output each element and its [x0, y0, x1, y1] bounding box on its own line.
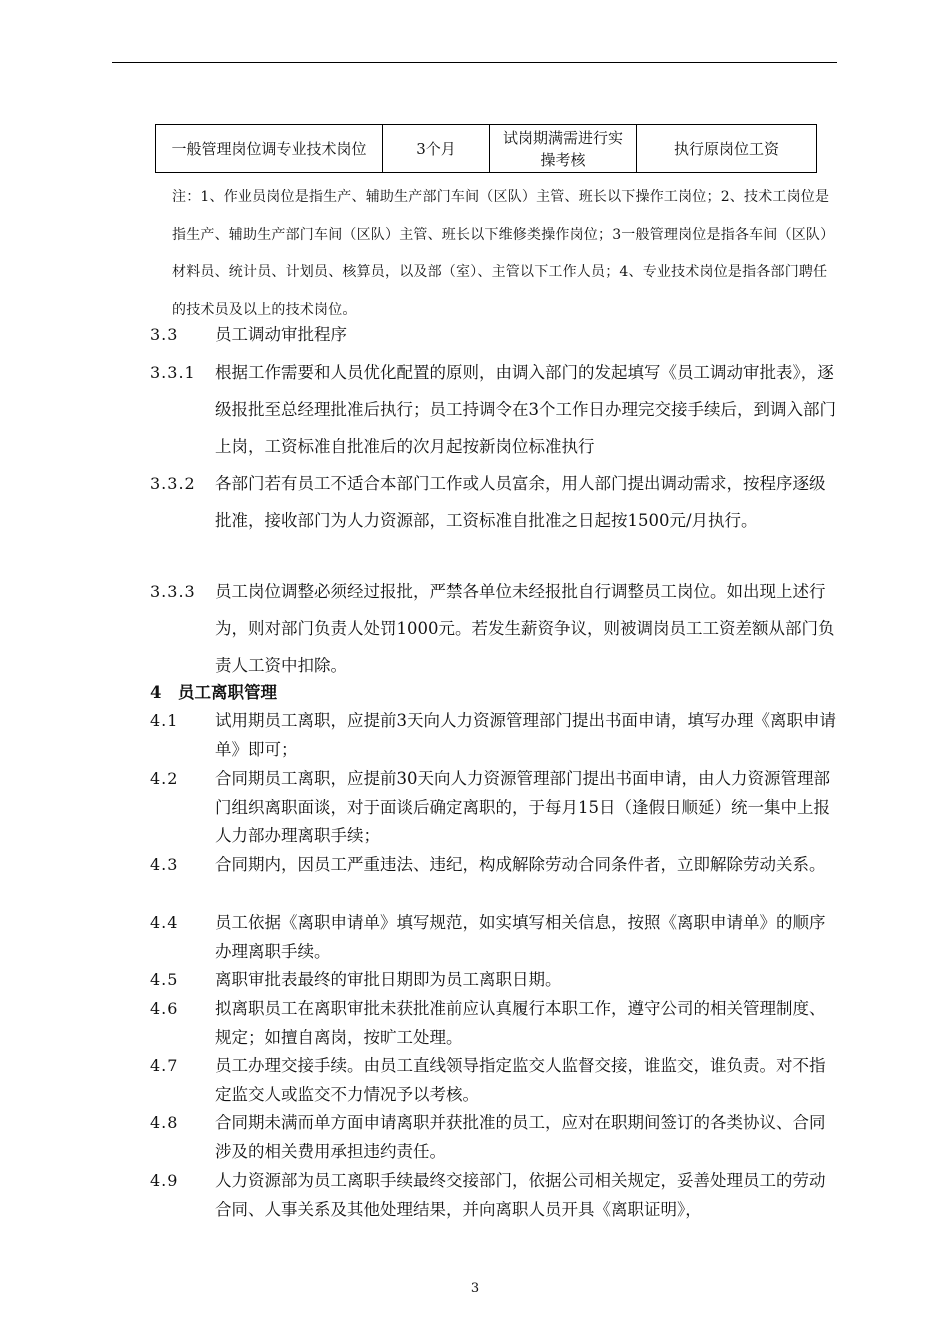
table-cell: 执行原岗位工资 — [637, 125, 817, 173]
section-number: 4.8 — [150, 1113, 179, 1132]
section-number: 4.3 — [150, 855, 179, 874]
paragraph: 员工依据《离职申请单》填写规范，如实填写相关信息，按照《离职申请单》的顺序办理离职手续。 — [215, 913, 826, 961]
table-note: 注：1、作业员岗位是指生产、辅助生产部门车间（区队）主管、班长以下操作工岗位；2、技术工岗位是指生产、辅助生产部门车间（区队）主管、班长以下维修类操作岗位；3一般管理岗位是指各车间（区队）材料员、统计员、计划员、核算员，以及部（室）、主管以下工作人员；4、专业技术岗位是指各部门聘任的技术员及以上的技术岗位。 — [172, 189, 835, 318]
section-number: 4.7 — [150, 1056, 179, 1075]
paragraph: 各部门若有员工不适合本部门工作或人员富余，用人部门提出调动需求，按程序逐级批准，接收部门为人力资源部，工资标准自批准之日起按1500元/月执行。 — [215, 474, 826, 530]
paragraph: 合同期员工离职，应提前30天向人力资源管理部门提出书面申请，由人力资源管理部门组织离职面谈，对于面谈后确定离职的，于每月15日（逢假日顺延）统一集中上报人力部办理离职手续； — [215, 769, 830, 845]
paragraph: 根据工作需要和人员优化配置的原则，由调入部门的发起填写《员工调动审批表》，逐级报批至总经理批准后执行；员工持调令在3个工作日办理完交接手续后，到调入部门上岗，工资标准自批准后的次月起按新岗位标准执行 — [215, 363, 836, 456]
section-number: 4.1 — [150, 711, 179, 730]
paragraph: 合同期未满而单方面申请离职并获批准的员工，应对在职期间签订的各类协议、合同涉及的相关费用承担违约责任。 — [215, 1113, 826, 1161]
paragraph: 人力资源部为员工离职手续最终交接部门，依据公司相关规定，妥善处理员工的劳动合同、人事关系及其他处理结果，并向离职人员开具《离职证明》， — [215, 1171, 826, 1219]
section-heading: 4 员工离职管理 — [150, 683, 277, 702]
table-row — [156, 125, 817, 173]
transfer-table — [155, 124, 817, 173]
paragraph: 合同期内，因员工严重违法、违纪，构成解除劳动合同条件者，立即解除劳动关系。 — [215, 855, 826, 874]
header-rule — [112, 62, 837, 63]
section-number: 4.9 — [150, 1171, 179, 1190]
section-number: 4.4 — [150, 913, 179, 932]
paragraph: 拟离职员工在离职审批未获批准前应认真履行本职工作，遵守公司的相关管理制度、规定；如擅自离岗，按旷工处理。 — [215, 999, 826, 1047]
section-number: 4.5 — [150, 970, 179, 989]
page-number: 3 — [470, 1281, 480, 1296]
paragraph: 员工岗位调整必须经过报批，严禁各单位未经报批自行调整员工岗位。如出现上述行为，则对部门负责人处罚1000元。若发生薪资争议，则被调岗员工工资差额从部门负责人工资中扣除。 — [215, 582, 835, 675]
section-number: 3.3 — [150, 325, 179, 344]
paragraph: 员工办理交接手续。由员工直线领导指定监交人监督交接，谁监交，谁负责。对不指定监交人或监交不力情况予以考核。 — [215, 1056, 826, 1104]
section-title: 员工调动审批程序 — [215, 325, 347, 344]
section-number: 4.2 — [150, 769, 179, 788]
paragraph: 离职审批表最终的审批日期即为员工离职日期。 — [215, 970, 562, 989]
table-cell: 3个月 — [383, 125, 490, 173]
section-number: 3.3.1 — [150, 363, 196, 382]
section-number: 4.6 — [150, 999, 179, 1018]
section-number: 3.3.2 — [150, 474, 196, 493]
section-number: 3.3.3 — [150, 582, 196, 601]
paragraph: 试用期员工离职，应提前3天向人力资源管理部门提出书面申请，填写办理《离职申请单》即可； — [215, 711, 836, 759]
table-cell: 试岗期满需进行实操考核 — [490, 125, 637, 173]
table-cell: 一般管理岗位调专业技术岗位 — [156, 125, 383, 173]
